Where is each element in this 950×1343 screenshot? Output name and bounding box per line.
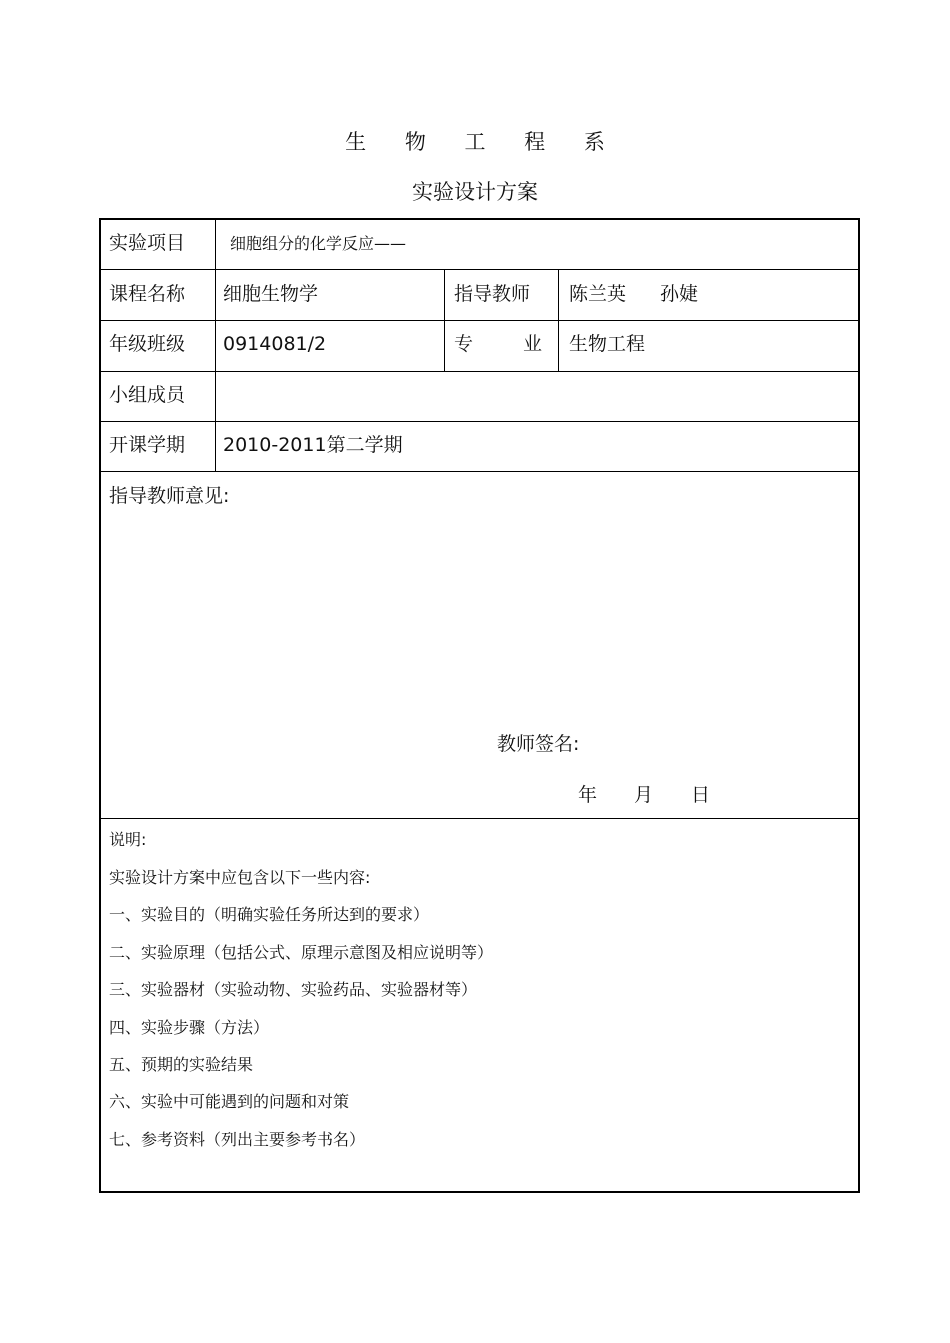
- course-label: 课程名称: [109, 283, 186, 305]
- teacher-value-2: 孙婕: [660, 283, 699, 305]
- members-label: 小组成员: [109, 384, 186, 406]
- major-value: 生物工程: [569, 333, 646, 355]
- date-month: 月: [634, 784, 654, 806]
- notes-heading: 说明:: [109, 830, 147, 849]
- column-divider: [558, 269, 559, 371]
- notes-item: 五、预期的实验结果: [109, 1055, 254, 1074]
- project-label: 实验项目: [109, 232, 186, 254]
- date-year: 年: [578, 784, 598, 806]
- teacher-label: 指导教师: [454, 283, 531, 305]
- course-value: 细胞生物学: [223, 283, 319, 305]
- document-title: 实验设计方案: [412, 180, 538, 204]
- notes-item: 七、参考资料（列出主要参考书名）: [109, 1130, 366, 1149]
- department-title: 生 物 工 程 系: [345, 130, 621, 154]
- column-divider: [444, 269, 445, 371]
- signature-label: 教师签名:: [497, 733, 580, 755]
- term-label: 开课学期: [109, 434, 186, 456]
- experiment-form: [99, 218, 860, 1193]
- notes-item: 二、实验原理（包括公式、原理示意图及相应说明等）: [109, 943, 494, 962]
- notes-item: 三、实验器材（实验动物、实验药品、实验器材等）: [109, 980, 478, 999]
- teacher-value-1: 陈兰英: [569, 283, 627, 305]
- class-label: 年级班级: [109, 333, 186, 355]
- major-label-part1: 专: [454, 333, 474, 355]
- date-day: 日: [691, 784, 711, 806]
- major-label-part2: 业: [523, 333, 543, 355]
- opinion-label: 指导教师意见:: [109, 485, 230, 507]
- notes-item: 四、实验步骤（方法）: [109, 1018, 270, 1037]
- class-value: 0914081/2: [223, 333, 327, 355]
- project-value: 细胞组分的化学反应——: [230, 234, 407, 253]
- notes-item: 六、实验中可能遇到的问题和对策: [109, 1092, 350, 1111]
- row-divider: [101, 818, 858, 819]
- notes-intro: 实验设计方案中应包含以下一些内容:: [109, 868, 371, 887]
- term-value: 2010-2011第二学期: [223, 434, 403, 456]
- notes-item: 一、实验目的（明确实验任务所达到的要求）: [109, 905, 430, 924]
- row-divider: [101, 471, 858, 472]
- column-divider: [215, 220, 216, 471]
